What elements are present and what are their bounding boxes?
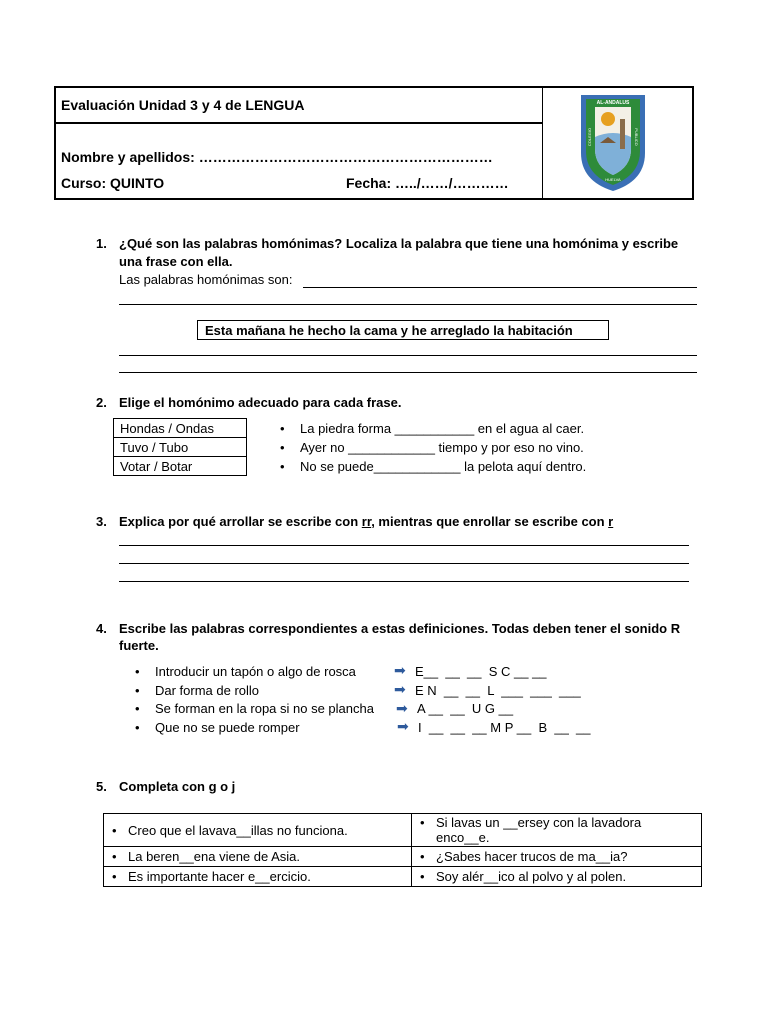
q3-text-b: , mientras que enrollar se escribe con [371,514,609,529]
title-row [56,88,542,124]
answer-line[interactable] [119,581,689,582]
logo-text-top: AL-ANDALUS [596,100,630,106]
q4-pattern[interactable]: I __ __ __ M P __ B __ __ [418,720,591,735]
q4-definition: • Dar forma de rollo [155,683,259,698]
q3-r: r [608,514,614,529]
q5-text: Completa con g o j [119,779,236,794]
q4-text-line1: Escribe las palabras correspondientes a estas definiciones. Todas deben tener el sonido R [119,621,681,636]
homonym-options-table [113,418,247,476]
q1-sentence: Esta mañana he hecho la cama y he arreglado la habitación [205,323,573,338]
g-j-cell[interactable]: • ¿Sabes hacer trucos de ma__ia? [412,847,702,867]
q4-text-line2: fuerte. [119,638,159,653]
q1-text-line1: ¿Qué son las palabras homónimas? Localiza la palabra que tiene una homónima y escribe [119,236,679,251]
answer-line[interactable] [119,372,697,373]
q1-prompt: Las palabras homónimas son: [119,272,293,287]
header-left [56,88,543,198]
q2-sentence: • Ayer no ____________ tiempo y por eso no vino. [300,440,584,455]
q3-text-a: Explica por qué arrollar se escribe con [119,514,362,529]
exam-title: Evaluación Unidad 3 y 4 de LENGUA [61,97,305,113]
arrow-icon: ➡ [396,700,408,716]
arrow-icon: ➡ [397,718,409,734]
q4-definition: • Que no se puede romper [155,720,300,735]
option-cell: Votar / Botar [114,457,247,476]
logo-text-bottom: HUELVA [605,177,621,182]
q2-sentence: • No se puede____________ la pelota aquí dentro. [300,459,586,474]
school-logo [578,93,648,193]
q3-text [119,514,613,529]
q4-pattern[interactable]: E N __ __ L ___ ___ ___ [415,683,581,698]
date-field: Fecha: …../……/………… [346,175,509,191]
q4-definition: • Se forman en la ropa si no se plancha [155,701,374,716]
q5-number: 5. [96,779,107,794]
g-j-cell[interactable]: • Es importante hacer e__ercicio. [104,867,412,887]
course-label: Curso: QUINTO [61,175,165,191]
answer-line[interactable] [119,545,689,546]
q4-pattern[interactable]: A __ __ U G __ [417,701,514,716]
answer-line[interactable] [119,304,697,305]
option-cell: Hondas / Ondas [114,419,247,438]
g-j-cell[interactable]: • La beren__ena viene de Asia. [104,847,412,867]
q2-number: 2. [96,395,107,410]
header-box [54,86,694,200]
q4-pattern[interactable]: E__ __ __ S C __ __ [415,664,547,679]
g-j-table [103,813,702,887]
q3-number: 3. [96,514,107,529]
q1-sentence-box [197,320,609,340]
q1-number: 1. [96,236,107,251]
q3-rr: rr [361,514,372,529]
answer-line[interactable] [119,563,689,564]
logo-text-right: PUBLICO [634,128,639,146]
arrow-icon: ➡ [394,681,406,697]
name-field: Nombre y apellidos: ……………………………………………………… [61,149,493,165]
g-j-cell[interactable]: • Soy alér__ico al polvo y al polen. [412,867,702,887]
q2-text: Elige el homónimo adecuado para cada frase. [119,395,402,410]
q1-text-line2: una frase con ella. [119,254,233,269]
arrow-icon: ➡ [394,662,406,678]
q4-definition: • Introducir un tapón o algo de rosca [155,664,356,679]
answer-line[interactable] [303,287,697,288]
q2-sentence: • La piedra forma ___________ en el agua al caer. [300,421,584,436]
g-j-cell[interactable]: • Si lavas un __ersey con la lavadora enco__e. [412,814,702,847]
answer-line[interactable] [119,355,697,356]
logo-text-left: COLEGIO [587,127,592,147]
g-j-cell[interactable]: • Creo que el lavava__illas no funciona. [104,814,412,847]
q4-number: 4. [96,621,107,636]
option-cell: Tuvo / Tubo [114,438,247,457]
